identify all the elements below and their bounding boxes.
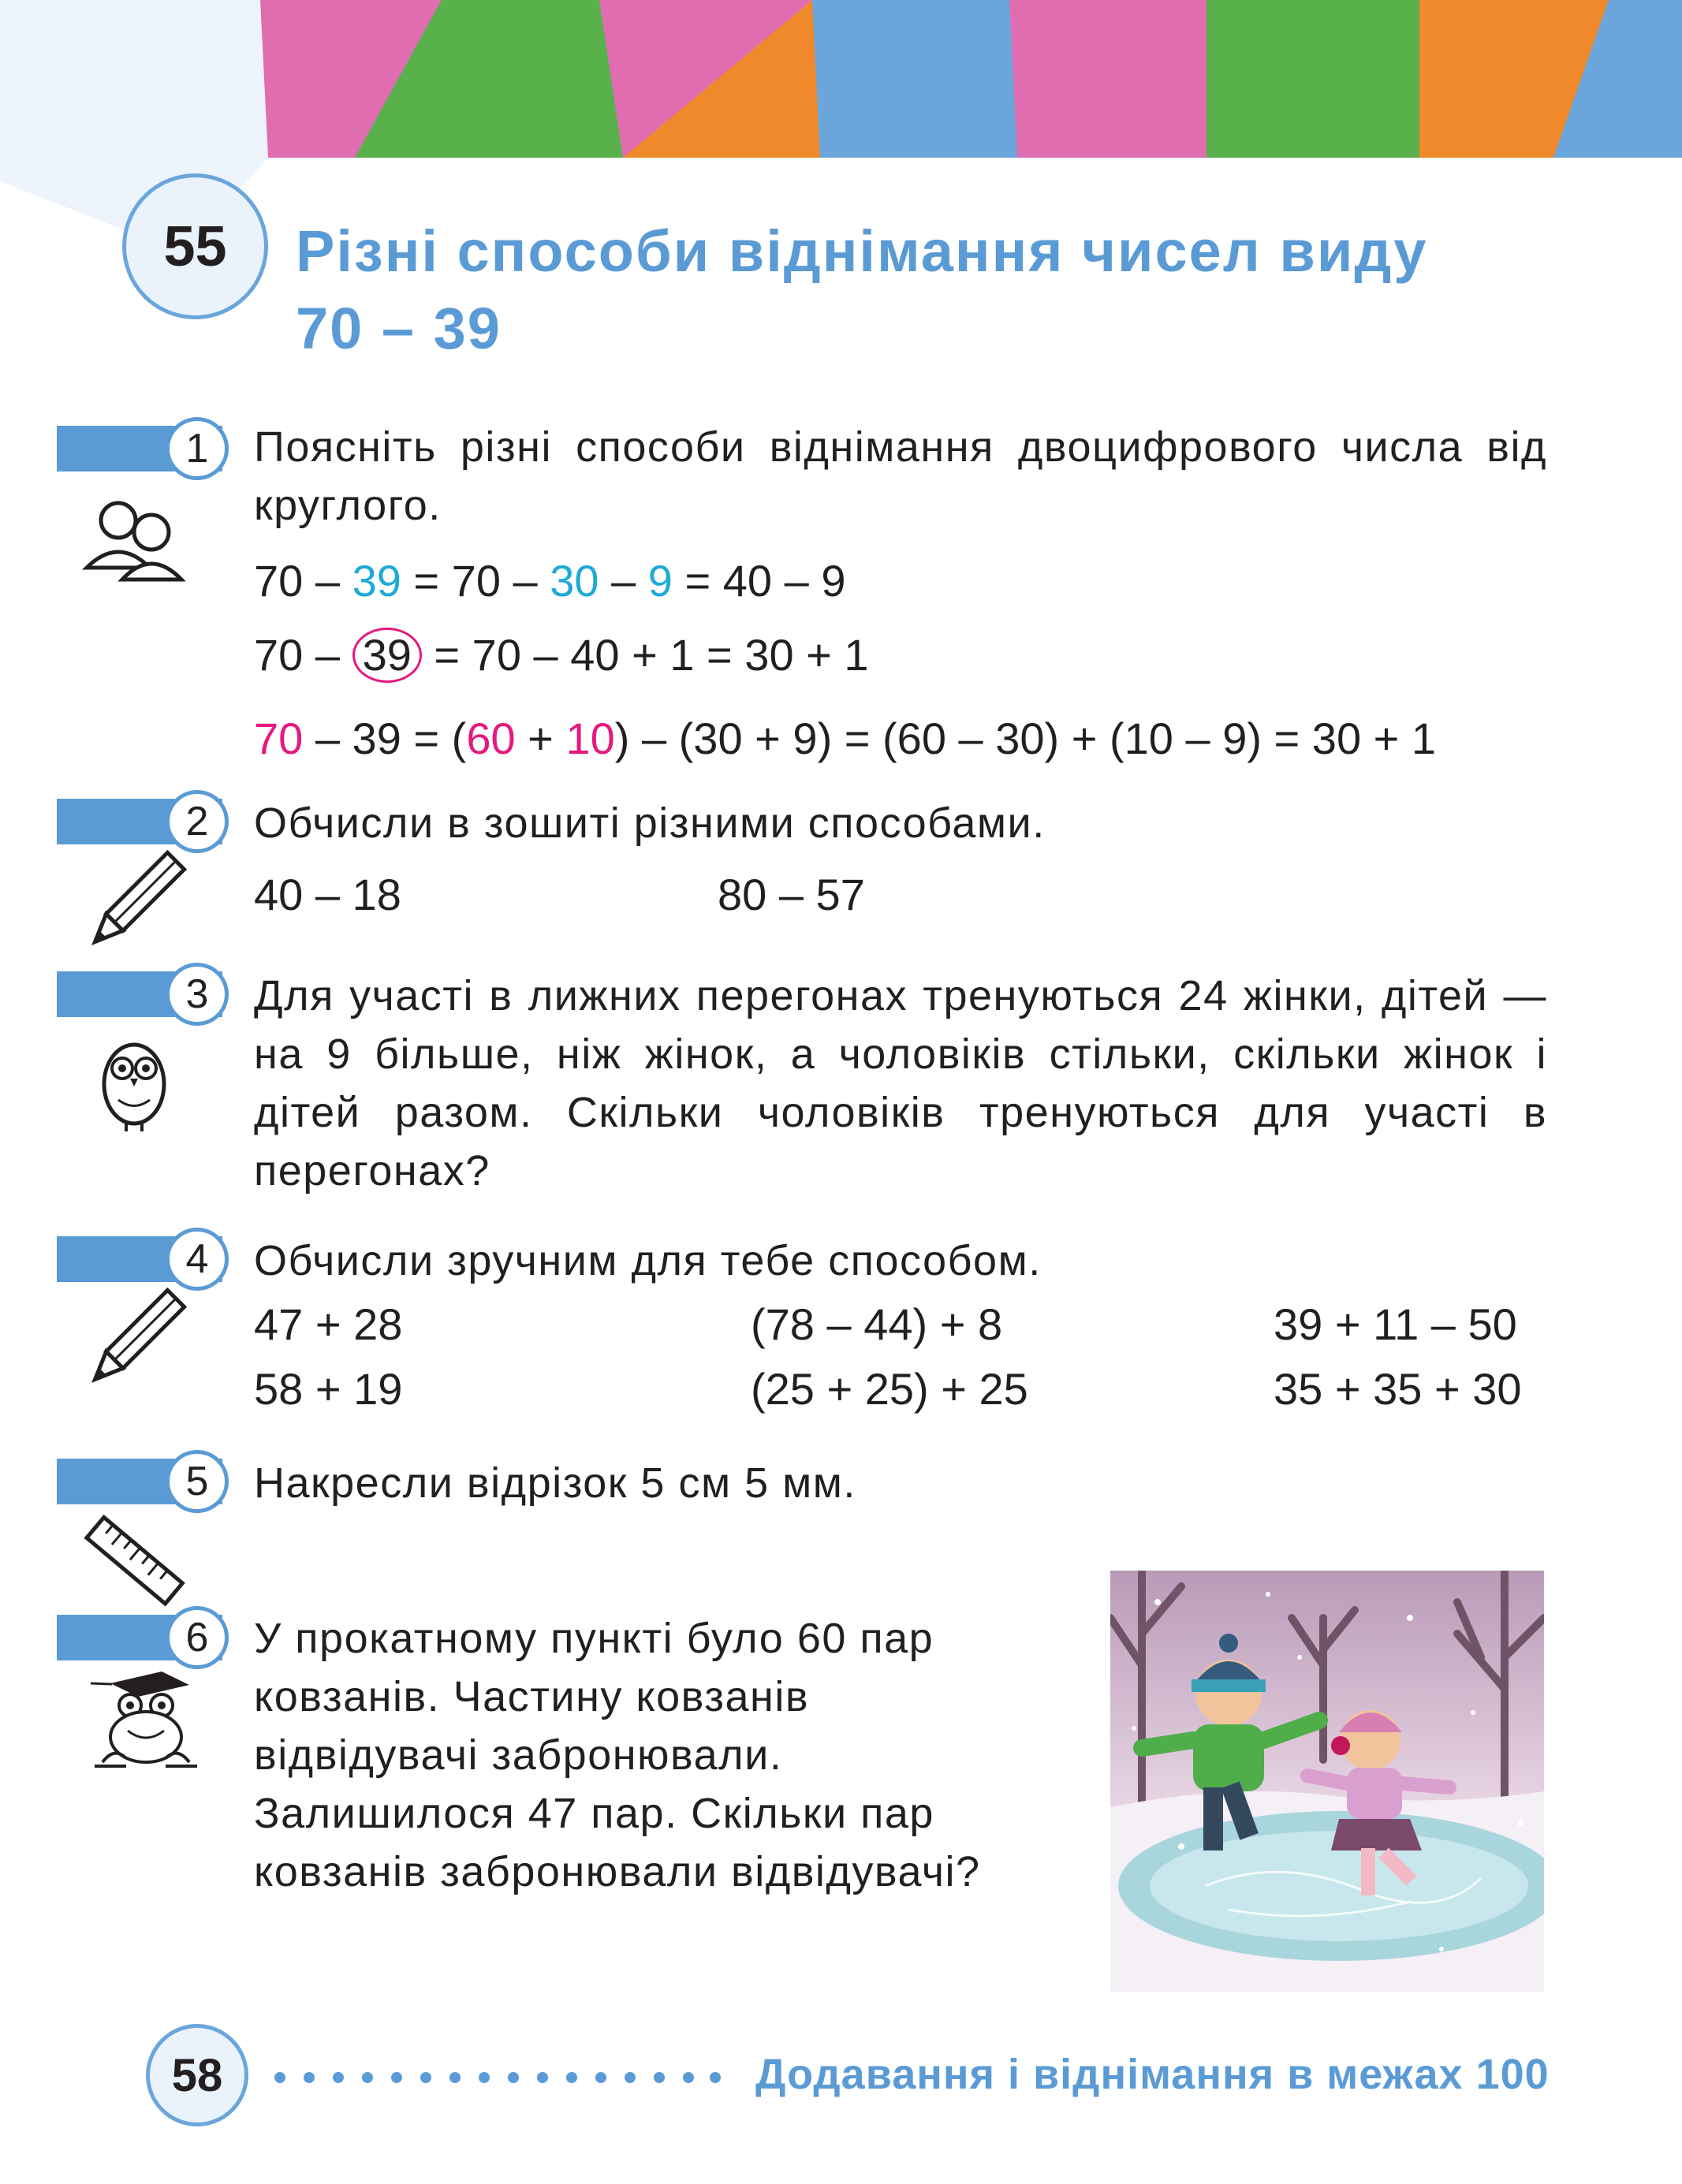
page-number: 58 bbox=[146, 2024, 248, 2126]
footer-dots bbox=[272, 2070, 722, 2085]
lesson-title-line2: 70 – 39 bbox=[296, 296, 502, 361]
frog-graduate-icon bbox=[87, 1668, 205, 1778]
task-4-text: Обчисли зручним для тебе способом. bbox=[254, 1237, 1042, 1284]
task-1-text: Поясніть різні способи віднімання двоцифрового числа від круглого. bbox=[254, 423, 1547, 529]
task-1-equation-3: 70 – 39 = (60 + 10) – (30 + 9) = (60 – 30) + (10 – 9) = 30 + 1 bbox=[254, 714, 1437, 763]
task-4-expression-1: 47 + 28 bbox=[254, 1299, 403, 1349]
task-4-expression-2: (78 – 44) + 8 bbox=[751, 1299, 1003, 1349]
lesson-title-line1: Різні способи віднімання чисел виду bbox=[296, 218, 1428, 284]
task-4-number: 4 bbox=[166, 1228, 229, 1291]
pencil-icon bbox=[79, 848, 189, 958]
task-4-expression-5: (25 + 25) + 25 bbox=[751, 1364, 1028, 1414]
task-1-equation-2: 70 – 39 = 70 – 40 + 1 = 30 + 1 bbox=[254, 628, 869, 683]
task-4-expression-4: 58 + 19 bbox=[254, 1364, 403, 1414]
children-ice-skating-illustration bbox=[1110, 1571, 1544, 1992]
task-6-text: У прокатному пункті було 60 пар ковзанів. Частину ковзанів відвідувачі забронювали. Залишилося 47 пар. Скільки пар ковзанів забронювали відвідувачі? bbox=[254, 1615, 981, 1895]
task-2-number: 2 bbox=[166, 790, 229, 853]
task-5-text: Накресли відрізок 5 см 5 мм. bbox=[254, 1459, 856, 1507]
section-title: Додавання і віднімання в межах 100 bbox=[755, 2051, 1550, 2098]
task-2-text: Обчисли в зошиті різними способами. bbox=[254, 799, 1046, 847]
task-6-number: 6 bbox=[166, 1606, 229, 1669]
task-4-expression-3: 39 + 11 – 50 bbox=[1274, 1299, 1517, 1349]
task-2-expression-1: 40 – 18 bbox=[254, 870, 401, 919]
task-1-equation-1: 70 – 39 = 70 – 30 – 9 = 40 – 9 bbox=[254, 556, 846, 606]
two-people-icon bbox=[79, 489, 189, 599]
task-1-number: 1 bbox=[166, 417, 229, 480]
ruler-icon bbox=[79, 1506, 189, 1616]
lesson-number: 55 bbox=[122, 173, 268, 319]
task-5-number: 5 bbox=[166, 1450, 229, 1513]
owl-icon bbox=[79, 1025, 189, 1135]
task-3-number: 3 bbox=[166, 963, 229, 1026]
circled-number: 39 bbox=[352, 628, 422, 683]
lesson-title bbox=[296, 213, 1557, 367]
pencil-icon bbox=[79, 1285, 189, 1396]
task-3-text: Для участі в лижних перегонах тренуються 24 жінки, дітей — на 9 більше, ніж жінок, а чоловіків стільки, скільки жінок і дітей разом. Скільки чоловіків тренуються для участі в перегонах? bbox=[254, 972, 1547, 1194]
task-2-expression-2: 80 – 57 bbox=[718, 870, 865, 919]
task-4-expression-6: 35 + 35 + 30 bbox=[1274, 1364, 1522, 1414]
